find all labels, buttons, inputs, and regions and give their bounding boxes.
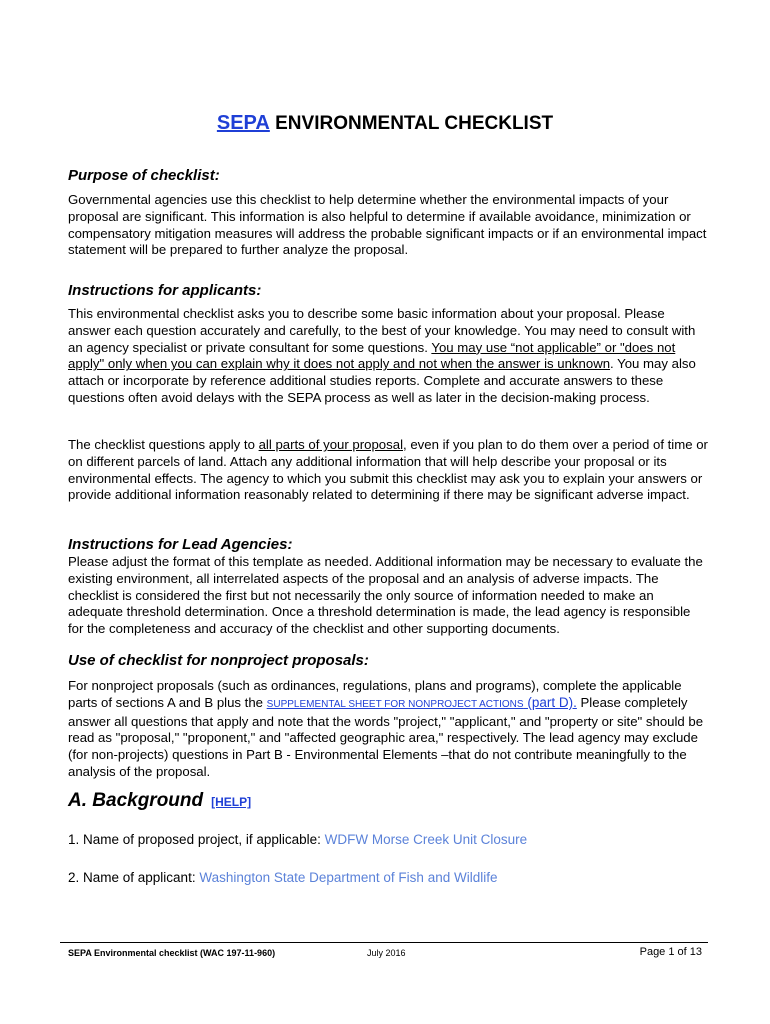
- question-2: [68, 870, 497, 885]
- question-1-label: 1. Name of proposed project, if applicable:: [68, 832, 325, 847]
- nonproject-text: [68, 678, 708, 781]
- applicants-p1-b: . You may also attach or incorporate by reference additional studies reports. Complete and accurate answers to these questions often avoid delays with the SEPA process as well as later in the decision-making process.: [68, 356, 696, 405]
- applicants-p1-underlined: You may use “not applicable” or "does not apply" only when you can explain why it does not apply and not when the answer is unknown: [68, 339, 676, 372]
- question-1: [68, 832, 527, 847]
- applicants-paragraph-1: [68, 306, 708, 407]
- applicants-p2-b: , even if you plan to do them over a period of time or on different parcels of land. Attach any additional information that will help describe your proposal or its environmental effects. The agency to which you submit this checklist may ask you to explain your answers or provide additional information reasonably related to determining if there may be significant adverse impact.: [68, 437, 708, 503]
- applicants-paragraph-2: [68, 437, 708, 504]
- footer-divider: [60, 942, 708, 943]
- applicants-heading: Instructions for applicants:: [68, 282, 262, 299]
- help-link[interactable]: [HELP]: [211, 795, 252, 809]
- background-heading-text: A. Background: [68, 790, 204, 811]
- background-section-heading: [68, 790, 251, 812]
- sepa-link[interactable]: SEPA: [216, 112, 270, 134]
- footer-page-number: Page 1 of 13: [639, 946, 702, 958]
- footer-form-id: SEPA Environmental checklist (WAC 197-11-960): [68, 948, 276, 958]
- applicants-p2-a: The checklist questions apply to: [68, 437, 259, 452]
- applicants-p2-underlined: all parts of your proposal: [258, 437, 403, 452]
- lead-text: [68, 554, 708, 638]
- lead-heading: Instructions for Lead Agencies:: [68, 536, 293, 553]
- supplemental-sheet-link[interactable]: SUPPLEMENTAL SHEET FOR NONPROJECT ACTIONS: [266, 698, 524, 710]
- nonproject-text-a: For nonproject proposals (such as ordinances, regulations, plans and programs), complete the applicable parts of sections A and B plus the: [68, 678, 682, 710]
- title-text: ENVIRONMENTAL CHECKLIST: [269, 113, 554, 134]
- purpose-text: [68, 192, 708, 259]
- purpose-heading: Purpose of checklist:: [68, 167, 220, 184]
- page-title: [0, 112, 770, 135]
- nonproject-text-b: Please completely answer all questions that apply and note that the words "project," "applicant," and "property or site" should be read as "proposal," "proponent," and "affected geographic area," respectively. The lead agency may exclude (for non-projects) questions in Part B - Environmental Elements –that do not contribute meaningfully to the analysis of the proposal.: [68, 694, 704, 779]
- nonproject-heading: Use of checklist for nonproject proposals:: [68, 652, 369, 669]
- purpose-paragraph: Governmental agencies use this checklist to help determine whether the environmental impacts of your proposal are significant. This information is also helpful to determine if available avoidance, minimization or compensatory mitigation measures will address the probable significant impacts or if an environmental impact statement will be prepared to further analyze the proposal.: [68, 192, 707, 258]
- question-1-answer[interactable]: WDFW Morse Creek Unit Closure: [324, 832, 528, 847]
- lead-paragraph: Please adjust the format of this template as needed. Additional information may be necessary to evaluate the existing environment, all interrelated aspects of the proposal and an analysis of adverse impacts. The checklist is considered the first but not necessarily the only source of information needed to make an adequate threshold determination. Once a threshold determination is made, the lead agency is responsible for the completeness and accuracy of the checklist and other supporting documents.: [68, 554, 703, 637]
- applicants-p1-a: This environmental checklist asks you to describe some basic information about your proposal. Please answer each question accurately and carefully, to the best of your knowledge. You may need to consult with an agency specialist or private consultant for some questions.: [68, 306, 696, 355]
- question-2-label: 2. Name of applicant:: [68, 870, 200, 885]
- question-2-answer[interactable]: Washington State Department of Fish and Wildlife: [199, 870, 498, 885]
- footer-date: July 2016: [367, 948, 406, 958]
- part-d-link[interactable]: (part D).: [523, 694, 577, 710]
